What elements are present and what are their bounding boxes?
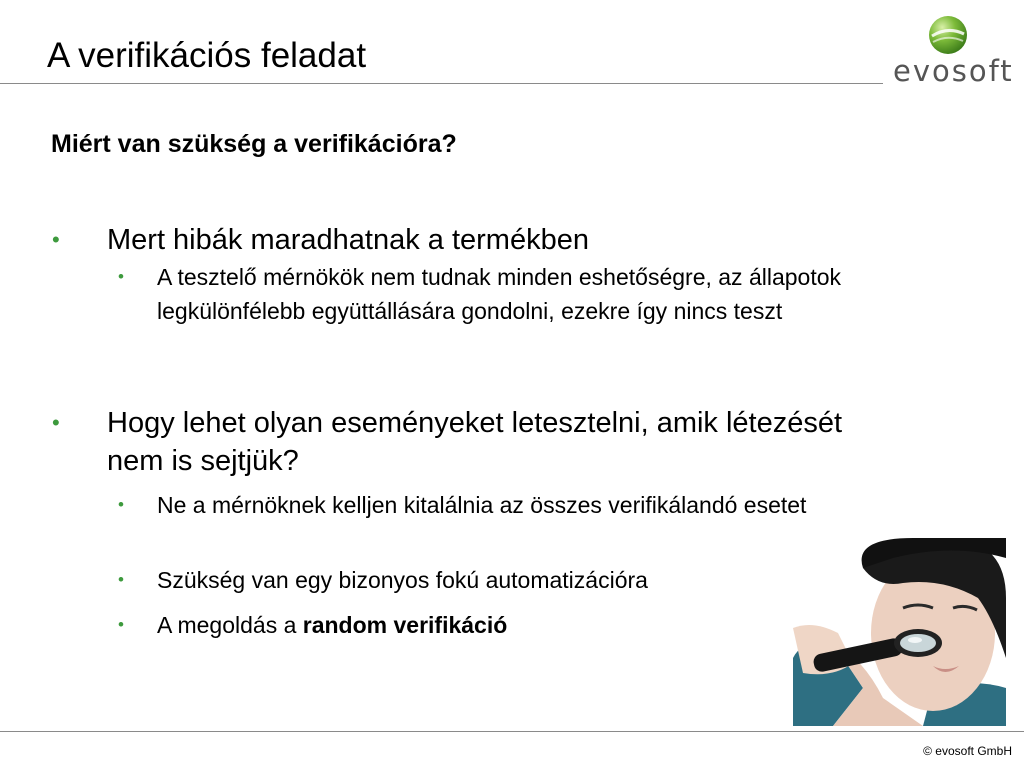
solution-emphasis: random verifikáció	[302, 612, 508, 638]
sub-bullet-text: Szükség van egy bizonyos fokú automatizációra	[157, 567, 648, 593]
sub-bullet-icon: •	[118, 495, 124, 514]
sub-bullet-icon: •	[118, 267, 124, 286]
bullet-text: Mert hibák maradhatnak a termékben	[107, 224, 589, 256]
bullet-text: Hogy lehet olyan eseményeket letesztelni, amik létezését nem is sejtjük?	[107, 407, 843, 477]
footer-divider	[0, 731, 1024, 732]
sub-bullet-icon: •	[118, 615, 124, 634]
sub-bullet-text: A tesztelő mérnökök nem tudnak minden eshetőségre, az állapotok legkülönfélebb együttállására gondolni, ezekre így nincs teszt	[157, 264, 842, 324]
solution-prefix: A megoldás a	[157, 612, 303, 638]
title-divider	[0, 83, 883, 84]
slide-subtitle: Miért van szükség a verifikációra?	[51, 130, 457, 158]
bullet-icon: •	[52, 410, 60, 435]
slide-title: A verifikációs feladat	[47, 36, 367, 75]
sub-bullet-text: Ne a mérnöknek kelljen kitalálnia az összes verifikálandó esetet	[157, 492, 807, 518]
bullet-icon: •	[52, 227, 60, 252]
logo-ball-icon	[927, 14, 969, 56]
sub-bullet-icon: •	[118, 570, 124, 589]
footer-copyright: © evosoft GmbH	[923, 744, 1012, 758]
sub-bullet-text	[157, 608, 777, 642]
evosoft-logo	[889, 14, 1014, 88]
logo-text: evosoft	[893, 54, 1014, 88]
woman-magnifier-photo	[793, 538, 1006, 726]
